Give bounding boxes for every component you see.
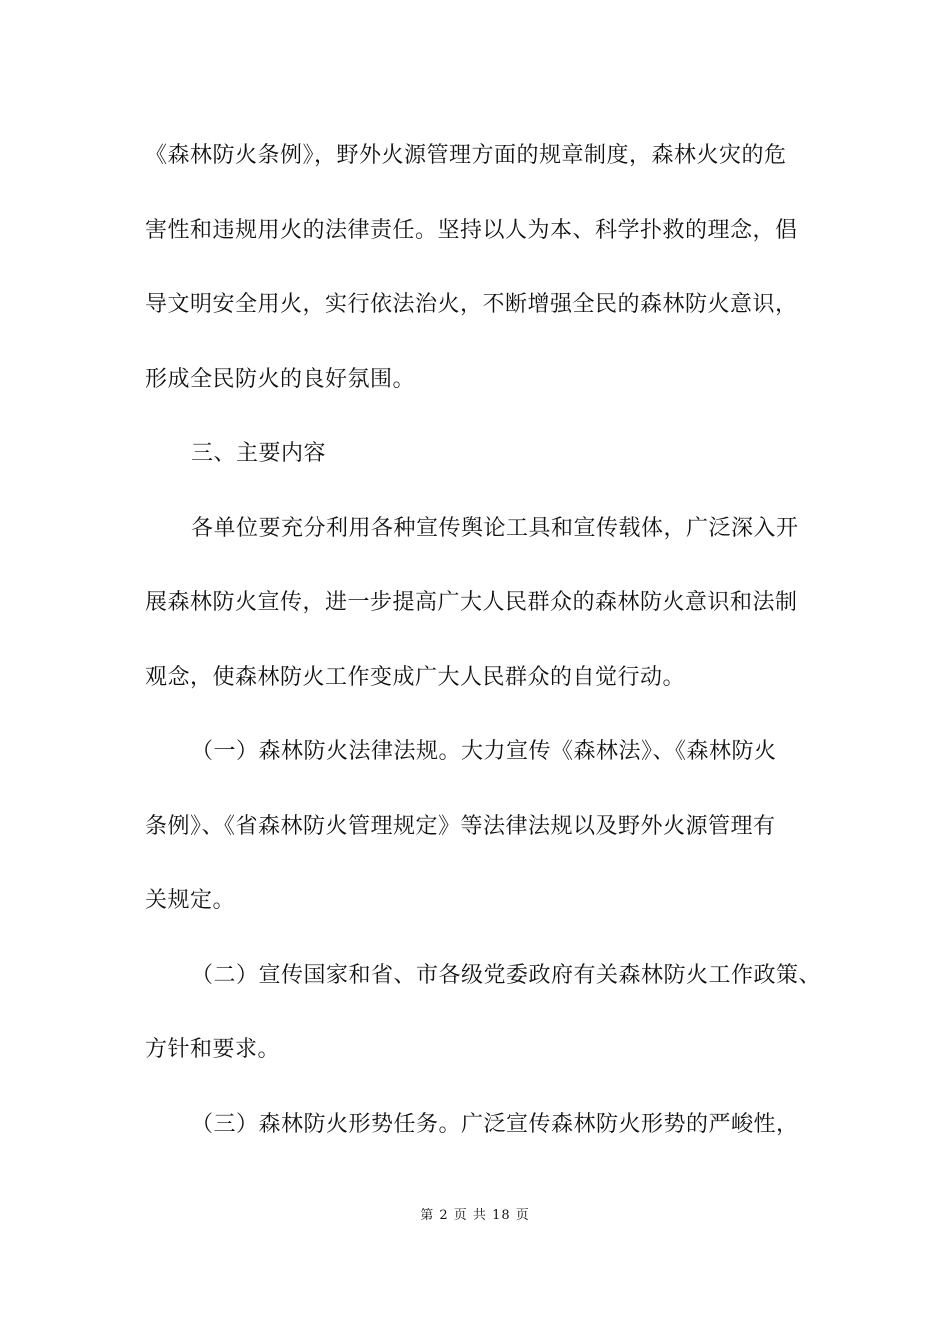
paragraph-line: （二）宣传国家和省、市各级党委政府有关森林防火工作政策、 [191, 962, 822, 988]
section-heading: 三、主要内容 [191, 441, 327, 466]
paragraph-line: 关规定。 [145, 888, 236, 913]
document-body [145, 130, 835, 1173]
page-footer [0, 1206, 950, 1226]
paragraph-line: 导文明安全用火，实行依法治火，不断增强全民的森林防火意识， [145, 292, 798, 317]
footer-prefix: 第 [420, 1208, 435, 1223]
paragraph-line: 观念，使森林防火工作变成广大人民群众的自觉行动。 [145, 664, 686, 690]
paragraph-line: 各单位要充分利用各种宣传舆论工具和宣传载体，广泛深入开 [191, 515, 799, 541]
paragraph-line: （一）森林防火法律法规。大力宣传《森林法》、《森林防火 [191, 739, 777, 764]
paragraph-line: 展森林防火宣传，进一步提高广大人民群众的森林防火意识和法制 [145, 590, 798, 615]
total-pages: 18 [492, 1208, 511, 1223]
paragraph-line: 条例》、《省森林防火管理规定》等法律法规以及野外火源管理有 [145, 813, 776, 839]
footer-suffix: 页 [515, 1208, 530, 1223]
paragraph-line: 形成全民防火的良好氛围。 [145, 366, 416, 392]
paragraph-line: 方针和要求。 [145, 1037, 281, 1062]
page-number: 2 [439, 1208, 449, 1223]
paragraph-line: 害性和违规用火的法律责任。坚持以人为本、科学扑救的理念，倡 [145, 217, 798, 243]
paragraph-line: （三）森林防火形势任务。广泛宣传森林防火形势的严峻性， [191, 1111, 799, 1137]
footer-middle: 页 共 [453, 1208, 487, 1223]
paragraph-line: 《森林防火条例》，野外火源管理方面的规章制度，森林火灾的危 [145, 143, 787, 168]
